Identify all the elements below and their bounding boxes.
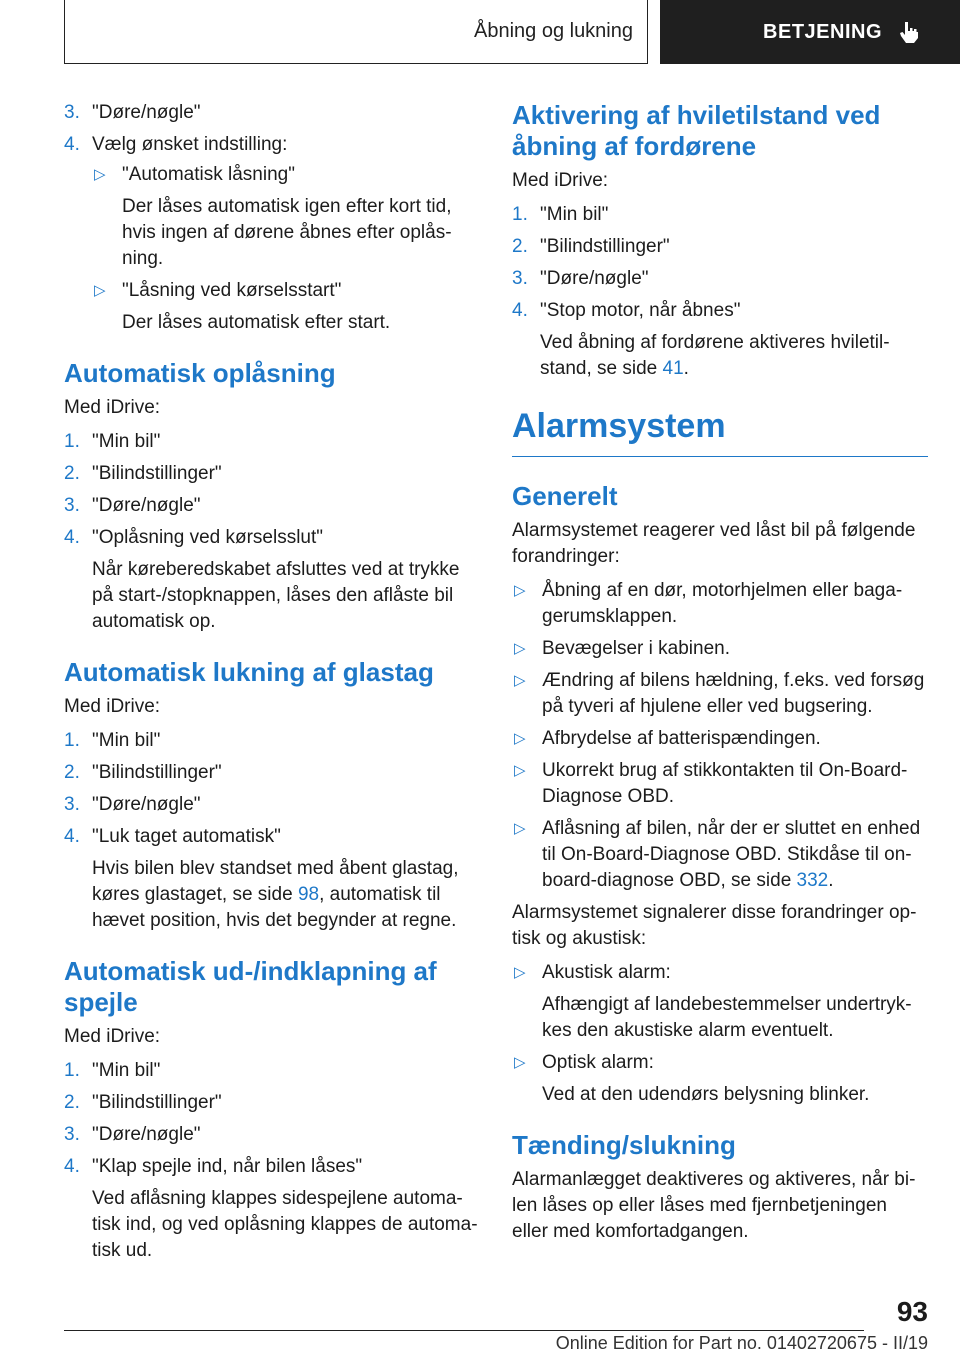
header-chapter-label: BETJENING (763, 20, 882, 43)
bullet-item (512, 960, 928, 1044)
step-number: 4. (64, 1156, 80, 1177)
list-item (64, 461, 478, 487)
bullet-item (512, 726, 928, 752)
footer-divider (64, 1330, 864, 1331)
step-text: "Døre/nøgle" (92, 1124, 201, 1145)
section-heading: Aktivering af hviletilstand ved åbning af fordørene (512, 100, 881, 161)
step-number: 4. (64, 134, 80, 155)
step-text: "Døre/nøgle" (92, 794, 201, 815)
bullet-text: Aflåsning af bilen, når der er sluttet en enhed til On-Board-Diagnose OBD. Stikdåse til on-board-diagnose OBD, se side (542, 818, 921, 891)
section-rest-mode (512, 100, 928, 382)
step-text: "Bilindstillinger" (92, 762, 222, 783)
step-number: 3. (64, 102, 80, 123)
section-on-off (512, 1130, 928, 1245)
triangle-bullet-icon: ▷ (514, 730, 526, 747)
bullet-text: . (828, 870, 834, 891)
option-description: Der låses automatisk efter start. (122, 312, 391, 333)
option-label: "Automatisk låsning" (122, 164, 295, 185)
page-reference-link[interactable]: 41 (662, 358, 684, 379)
step-number: 4. (64, 527, 80, 548)
list-item (64, 493, 478, 519)
step-number: 2. (64, 463, 80, 484)
list-item (64, 429, 478, 455)
step-number: 1. (512, 204, 528, 225)
option-label: "Låsning ved kørselsstart" (122, 280, 342, 301)
step-text: "Døre/nøgle" (540, 268, 649, 289)
hand-pointer-icon (898, 20, 920, 44)
step-description (540, 330, 928, 382)
list-item (64, 132, 478, 336)
step-text: "Klap spejle ind, når bilen låses" (92, 1156, 363, 1177)
step-text: "Bilindstillinger" (540, 236, 670, 257)
header-section-title: Åbning og lukning (473, 20, 633, 42)
bullet-text: Bevægelser i kabinen. (542, 638, 730, 659)
step-text: "Min bil" (92, 1060, 161, 1081)
step-text: "Bilindstillinger" (92, 463, 222, 484)
description-text: , automatisk til hævet position, hvis det begynder at regne. (92, 884, 457, 931)
section-heading: Tænding/slukning (512, 1130, 736, 1160)
step-text: "Oplåsning ved kørselsslut" (92, 527, 324, 548)
triangle-bullet-icon: ▷ (514, 640, 526, 657)
section-automatic-sunroof-closing (64, 657, 478, 934)
list-item (64, 1122, 478, 1148)
page-reference-link[interactable]: 332 (796, 870, 829, 891)
step-number: 3. (64, 495, 80, 516)
section-paragraph: Alarmsystemet signalerer disse forandringer op-tisk og akustisk: (512, 902, 917, 949)
step-number: 2. (64, 1092, 80, 1113)
list-item (64, 1090, 478, 1116)
list-item (512, 202, 928, 228)
triangle-bullet-icon: ▷ (514, 820, 526, 837)
step-number: 4. (512, 300, 528, 321)
bullet-item (512, 1050, 928, 1108)
page-number: 93 (896, 1296, 928, 1327)
section-heading: Automatisk ud-/indklapning af spejle (64, 956, 437, 1017)
triangle-bullet-icon: ▷ (514, 672, 526, 689)
header-section-box (64, 0, 648, 64)
step-description: Når køreberedskabet afsluttes ved at trykke på start-/stopknappen, låses den aflåste bil automatisk op. (92, 559, 460, 632)
step-text: "Min bil" (540, 204, 609, 225)
bullet-text: Afbrydelse af batterispændingen. (542, 728, 821, 749)
bullet-item (92, 162, 478, 272)
page-reference-link[interactable]: 98 (297, 884, 320, 905)
step-number: 2. (512, 236, 528, 257)
list-item (64, 824, 478, 934)
bullet-text: Ukorrekt brug af stikkontakten til On-Board-Diagnose OBD. (542, 760, 908, 807)
section-paragraph: Alarmanlægget deaktiveres og aktiveres, når bi-len låses op eller låses med fjernbetjeningen eller med komfortadgangen. (512, 1169, 916, 1242)
step-text: "Min bil" (92, 431, 161, 452)
section-paragraph: Alarmsystemet reagerer ved låst bil på følgende forandringer: (512, 520, 916, 567)
bullet-item (92, 278, 478, 336)
section-heading: Automatisk lukning af glastag (64, 657, 434, 687)
list-item (512, 266, 928, 292)
list-item (64, 525, 478, 635)
section-automatic-unlocking (64, 358, 478, 635)
step-text: "Luk taget automatisk" (92, 826, 281, 847)
section-mirror-folding (64, 956, 478, 1264)
triangle-bullet-icon: ▷ (514, 1054, 526, 1071)
step-text: "Døre/nøgle" (92, 495, 201, 516)
list-item (64, 100, 478, 126)
bullet-item (512, 636, 928, 662)
section-intro: Med iDrive: (64, 397, 161, 418)
section-intro: Med iDrive: (512, 170, 609, 191)
step-description: Ved aflåsning klappes sidespejlene automa-tisk ind, og ved oplåsning klappes de automa-tisk ud. (92, 1188, 478, 1261)
section-intro: Med iDrive: (64, 696, 161, 717)
left-column (64, 100, 478, 1286)
step-number: 1. (64, 431, 80, 452)
step-text: Vælg ønsket indstilling: (92, 134, 288, 155)
list-item (64, 760, 478, 786)
list-item (64, 792, 478, 818)
step-number: 3. (512, 268, 528, 289)
step-text: "Min bil" (92, 730, 161, 751)
bullet-item (512, 578, 928, 630)
right-column (512, 100, 928, 1267)
triangle-bullet-icon: ▷ (514, 964, 526, 981)
section-intro: Med iDrive: (64, 1026, 161, 1047)
list-item (64, 1058, 478, 1084)
section-general (512, 481, 928, 1108)
bullet-text: Akustisk alarm: (542, 962, 671, 983)
list-item (512, 234, 928, 260)
triangle-bullet-icon: ▷ (514, 762, 526, 779)
step-number: 4. (64, 826, 80, 847)
list-item (512, 298, 928, 382)
triangle-bullet-icon: ▷ (94, 166, 106, 183)
step-number: 3. (64, 794, 80, 815)
step-text: "Stop motor, når åbnes" (540, 300, 741, 321)
step-description (92, 856, 478, 934)
section-heading: Generelt (512, 481, 618, 511)
step-number: 3. (64, 1124, 80, 1145)
step-text: "Bilindstillinger" (92, 1092, 222, 1113)
bullet-description: Ved at den udendørs belysning blinker. (542, 1084, 870, 1105)
bullet-description: Afhængigt af landebestemmelser undertryk-kes den akustiske alarm eventuelt. (542, 994, 912, 1041)
list-item (64, 1154, 478, 1264)
triangle-bullet-icon: ▷ (94, 282, 106, 299)
header-chapter-tab (660, 0, 960, 64)
footer-edition: Online Edition for Part no. 01402720675 - II/19 (555, 1333, 928, 1353)
bullet-text: Åbning af en dør, motorhjelmen eller baga-gerumsklappen. (542, 580, 903, 627)
option-description: Der låses automatisk igen efter kort tid, hvis ingen af dørene åbnes efter oplås-ning. (122, 196, 452, 269)
bullet-text: Optisk alarm: (542, 1052, 654, 1073)
chapter-heading: Alarmsystem (512, 404, 928, 457)
description-text: Ved åbning af fordørene aktiveres hviletil-stand, se side (540, 332, 890, 379)
bullet-item (512, 816, 928, 894)
step-number: 1. (64, 1060, 80, 1081)
section-heading: Automatisk oplåsning (64, 358, 336, 388)
description-text: . (683, 358, 689, 379)
bullet-item (512, 668, 928, 720)
step-number: 1. (64, 730, 80, 751)
bullet-text: Ændring af bilens hældning, f.eks. ved forsøg på tyveri af hjulene eller ved bugsering. (542, 670, 925, 717)
continued-list (64, 100, 478, 336)
list-item (64, 728, 478, 754)
step-number: 2. (64, 762, 80, 783)
bullet-item (512, 758, 928, 810)
step-text: "Døre/nøgle" (92, 102, 201, 123)
triangle-bullet-icon: ▷ (514, 582, 526, 599)
description-text: Hvis bilen blev standset med åbent glastag, køres glastaget, se side (92, 858, 459, 905)
